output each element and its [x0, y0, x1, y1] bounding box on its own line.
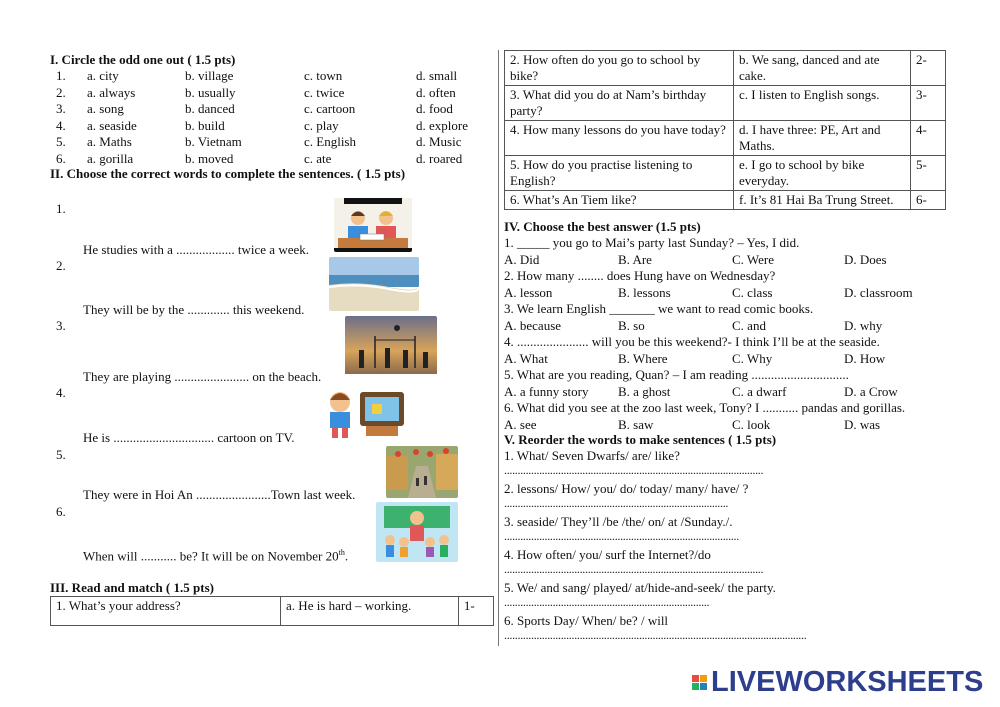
option-b[interactable]: b. danced	[185, 101, 235, 116]
option-d[interactable]: d. often	[416, 84, 456, 100]
answer-line[interactable]: ................................................................................................................	[504, 628, 807, 642]
answer-line[interactable]: ................................................................................................	[504, 562, 764, 576]
option-d[interactable]: d. Music	[416, 134, 462, 149]
match-question: 2. How often do you go to school by bike?	[505, 51, 734, 86]
sentence-end: .	[344, 548, 349, 564]
table-row	[505, 51, 946, 86]
match-blank[interactable]: 4-	[911, 121, 946, 156]
logo-text: LIVEWORKSHEETS	[711, 666, 984, 698]
reorder-prompt: 4. How often/ you/ surf the Internet?/do	[504, 547, 711, 562]
match-answer: e. I go to school by bike everyday.	[734, 156, 911, 191]
item-number: 1.	[56, 201, 66, 216]
answer-option-d[interactable]: D. was	[844, 416, 881, 432]
table-row	[505, 86, 946, 121]
answer-option-b[interactable]: B. saw	[618, 416, 654, 432]
item-number: 5.	[56, 447, 66, 462]
beach-picture	[329, 257, 419, 311]
table-row	[505, 121, 946, 156]
match-answer: a. He is hard – working.	[281, 597, 459, 626]
answer-option-b[interactable]: B. so	[618, 317, 645, 333]
answer-option-b[interactable]: B. Are	[618, 251, 652, 267]
question-text: 2. How many ........ does Hung have on Wednesday?	[504, 268, 776, 283]
logo-blocks-icon	[692, 675, 707, 690]
answer-option-c[interactable]: C. look	[732, 416, 771, 432]
table-row	[505, 156, 946, 191]
section3-title: III. Read and match ( 1.5 pts)	[50, 580, 214, 595]
option-c[interactable]: c. ate	[304, 150, 332, 166]
hoi-an-street-picture	[386, 446, 458, 498]
section1-title: I. Circle the odd one out ( 1.5 pts)	[50, 52, 236, 67]
answer-option-a[interactable]: A. see	[504, 416, 537, 432]
answer-option-b[interactable]: B. lessons	[618, 284, 671, 300]
answer-line[interactable]: ............................................................................	[504, 595, 710, 609]
table-row	[505, 191, 946, 210]
answer-option-a[interactable]: A. lesson	[504, 284, 553, 300]
answer-option-c[interactable]: C. and	[732, 317, 766, 333]
match-answer: d. I have three: PE, Art and Maths.	[734, 121, 911, 156]
item-number: 6.	[56, 150, 66, 166]
match-question: 5. How do you practise listening to English?	[505, 156, 734, 191]
reorder-prompt: 6. Sports Day/ When/ be? / will	[504, 613, 669, 628]
teachers-day-picture	[376, 502, 458, 562]
answer-option-d[interactable]: D. classroom	[844, 284, 913, 300]
sentence[interactable]: They were in Hoi An .......................Town last week.	[83, 487, 356, 502]
sentence[interactable]: He studies with a .................. twice a week.	[83, 242, 310, 257]
option-b[interactable]: b. Vietnam	[185, 134, 242, 149]
question-text: 1. _____ you go to Mai’s party last Sunday? – Yes, I did.	[504, 235, 800, 250]
option-c[interactable]: c. twice	[304, 84, 345, 100]
question-text: 5. What are you reading, Quan? – I am reading ..............................	[504, 367, 849, 382]
option-a[interactable]: a. city	[87, 68, 119, 83]
option-b[interactable]: b. village	[185, 68, 234, 83]
item-number: 2.	[56, 84, 66, 100]
column-divider	[498, 50, 499, 646]
section4-title: IV. Choose the best answer (1.5 pts)	[504, 219, 701, 234]
question-text: 3. We learn English _______ we want to read comic books.	[504, 301, 814, 316]
option-d[interactable]: d. explore	[416, 117, 468, 133]
sentence[interactable]: They are playing ....................... on the beach.	[83, 369, 322, 384]
option-c[interactable]: c. cartoon	[304, 101, 356, 116]
match-blank[interactable]: 1-	[458, 597, 493, 626]
section5-title: V. Reorder the words to make sentences ( 1.5 pts)	[504, 432, 777, 447]
reorder-prompt: 5. We/ and sang/ played/ at/hide-and-seek/ the party.	[504, 580, 776, 595]
answer-line[interactable]: ...................................................................................	[504, 496, 729, 510]
sentence[interactable]: They will be by the ............. this weekend.	[83, 302, 305, 317]
item-number: 4.	[56, 385, 66, 400]
option-b[interactable]: b. moved	[185, 150, 234, 166]
answer-option-b[interactable]: B. a ghost	[618, 383, 671, 399]
answer-option-a[interactable]: A. Did	[504, 251, 540, 267]
answer-option-a[interactable]: A. What	[504, 350, 548, 366]
option-a[interactable]: a. always	[87, 84, 136, 100]
option-c[interactable]: c. town	[304, 68, 343, 83]
match-answer: c. I listen to English songs.	[734, 86, 911, 121]
option-a[interactable]: a. seaside	[87, 117, 137, 133]
match-blank[interactable]: 2-	[911, 51, 946, 86]
answer-option-d[interactable]: D. How	[844, 350, 886, 366]
answer-option-c[interactable]: C. Why	[732, 350, 773, 366]
item-number: 1.	[56, 68, 66, 83]
match-blank[interactable]: 3-	[911, 86, 946, 121]
sentence[interactable]: He is ............................... cartoon on TV.	[83, 430, 295, 445]
option-b[interactable]: b. build	[185, 117, 225, 133]
item-number: 3.	[56, 318, 66, 333]
item-number: 4.	[56, 117, 66, 133]
sentence[interactable]	[83, 548, 348, 564]
option-a[interactable]: a. song	[87, 101, 124, 116]
option-a[interactable]: a. Maths	[87, 134, 132, 149]
students-studying-picture	[334, 198, 412, 252]
match-answer: b. We sang, danced and ate cake.	[734, 51, 911, 86]
beach-volleyball-picture	[345, 316, 437, 382]
answer-option-c[interactable]: C. a dwarf	[732, 383, 787, 399]
answer-option-c[interactable]: C. class	[732, 284, 773, 300]
option-d[interactable]: d. small	[416, 68, 458, 83]
reorder-prompt: 3. seaside/ They’ll /be /the/ on/ at /Sunday./.	[504, 514, 733, 529]
answer-option-a[interactable]: A. a funny story	[504, 383, 589, 399]
match-question: 3. What did you do at Nam’s birthday party?	[505, 86, 734, 121]
option-d[interactable]: d. food	[416, 101, 453, 116]
match-blank[interactable]: 6-	[911, 191, 946, 210]
answer-line[interactable]: .......................................................................................	[504, 529, 739, 543]
answer-option-d[interactable]: D. a Crow	[844, 383, 898, 399]
option-a[interactable]: a. gorilla	[87, 150, 134, 166]
reorder-prompt: 1. What/ Seven Dwarfs/ are/ like?	[504, 448, 680, 463]
match-question: 6. What’s An Tiem like?	[505, 191, 734, 210]
answer-option-c[interactable]: C. Were	[732, 251, 775, 267]
item-number: 3.	[56, 101, 66, 116]
match-blank[interactable]: 5-	[911, 156, 946, 191]
ordinal-suffix: th	[338, 548, 345, 557]
question-text: 4. ...................... will you be this weekend?- I think I’ll be at the seaside.	[504, 334, 880, 349]
option-c[interactable]: c. English	[304, 134, 356, 149]
question-text: 6. What did you see at the zoo last week, Tony? I ........... pandas and gorillas.	[504, 400, 906, 415]
answer-option-a[interactable]: A. because	[504, 317, 562, 333]
item-number: 5.	[56, 134, 66, 149]
answer-option-b[interactable]: B. Where	[618, 350, 668, 366]
match-table-right	[504, 50, 946, 210]
table-row	[51, 597, 494, 626]
option-d[interactable]: d. roared	[416, 150, 463, 166]
answer-option-d[interactable]: D. Does	[844, 251, 887, 267]
reorder-prompt: 2. lessons/ How/ you/ do/ today/ many/ have/ ?	[504, 481, 749, 496]
boy-watching-tv-picture	[322, 388, 408, 440]
section2-title: II. Choose the correct words to complete the sentences. ( 1.5 pts)	[50, 166, 406, 181]
match-question: 1. What’s your address?	[51, 597, 281, 626]
option-b[interactable]: b. usually	[185, 84, 236, 100]
item-number: 2.	[56, 258, 66, 273]
item-number: 6.	[56, 504, 66, 519]
match-answer: f. It’s 81 Hai Ba Trung Street.	[734, 191, 911, 210]
match-question: 4. How many lessons do you have today?	[505, 121, 734, 156]
liveworksheets-logo	[692, 666, 983, 698]
match-table-left	[50, 596, 494, 626]
option-c[interactable]: c. play	[304, 117, 339, 133]
answer-line[interactable]: ................................................................................................	[504, 463, 764, 477]
answer-option-d[interactable]: D. why	[844, 317, 883, 333]
sentence-part: When will ........... be? It will be on November 20	[83, 548, 339, 564]
